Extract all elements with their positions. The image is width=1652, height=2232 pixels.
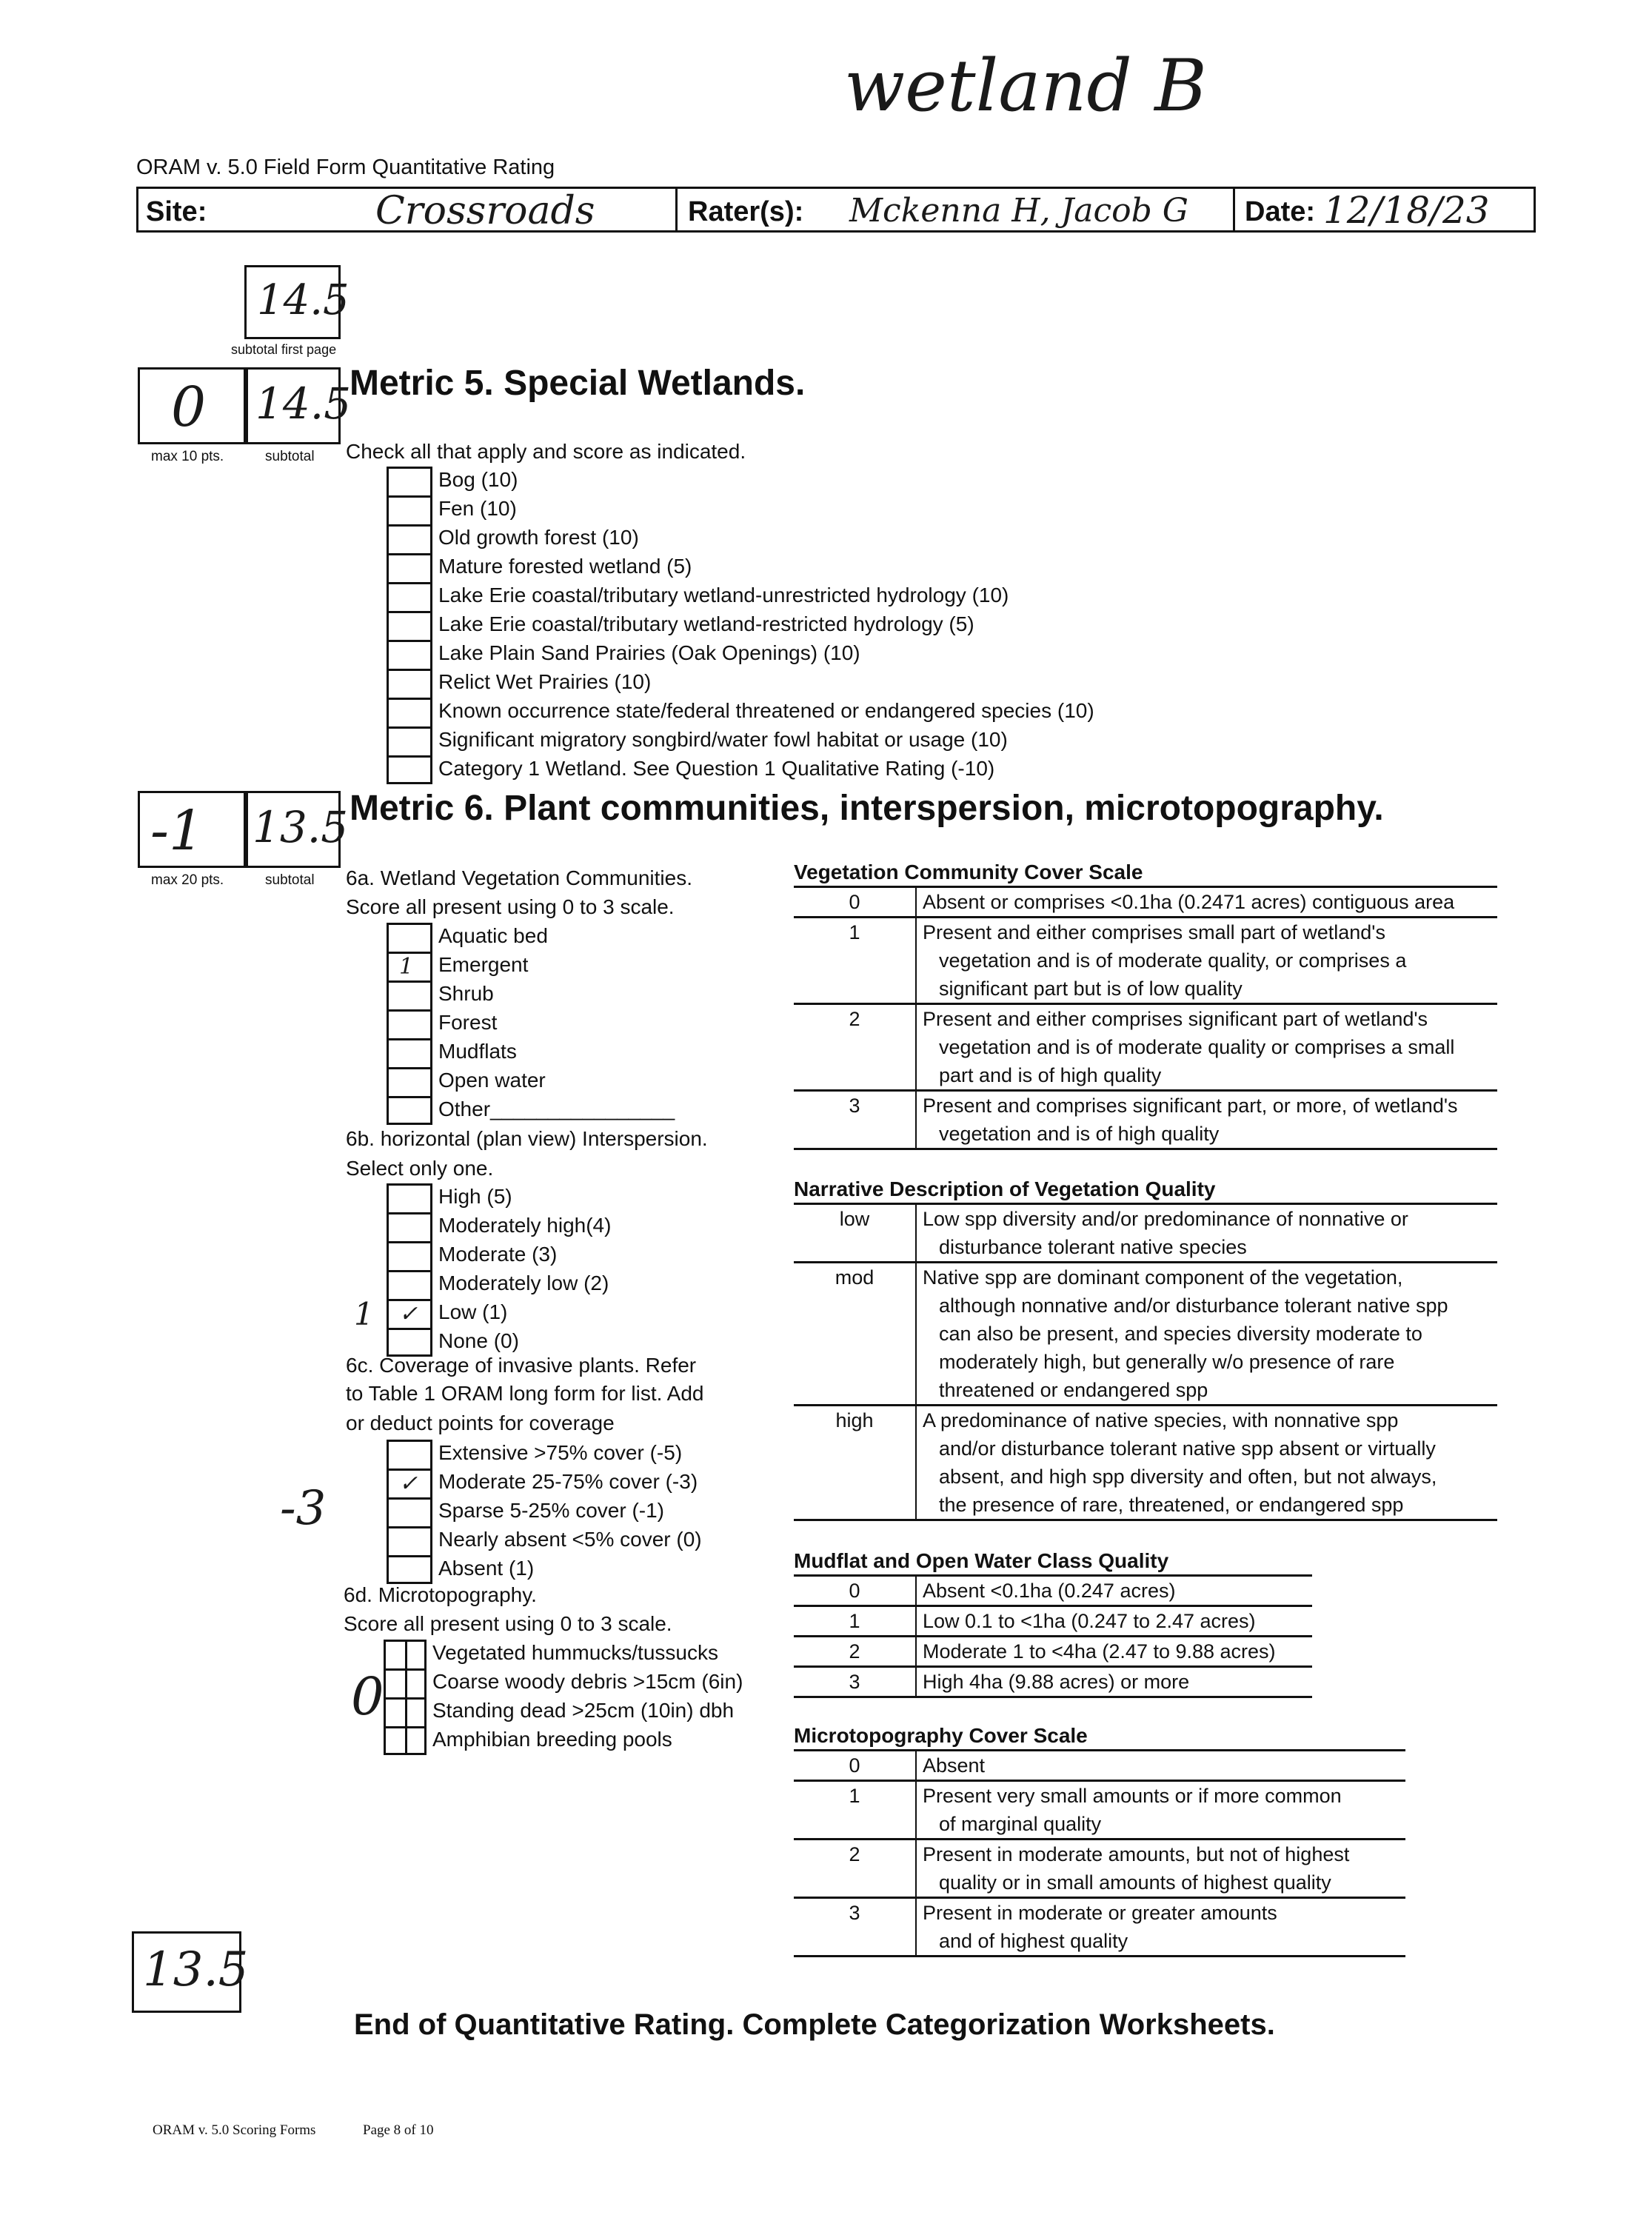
6d-instruction: Score all present using 0 to 3 scale. [344, 1612, 672, 1635]
metric5-score-box[interactable] [138, 367, 246, 444]
mudflat-scale-table [794, 1549, 1312, 1698]
veg-cover-scale-description: Absent or comprises <0.1ha (0.2471 acres) contiguous area [923, 891, 1455, 913]
6b-item-label: None (0) [438, 1329, 519, 1352]
subtotal-first-page-value: 14.5 [257, 276, 350, 324]
micro-scale-key: 0 [794, 1751, 916, 1781]
header-bar [136, 187, 1536, 233]
6d-checkbox-divider [405, 1671, 407, 1697]
6a-checkbox-4[interactable] [387, 1009, 432, 1038]
6d-checkbox-divider [405, 1700, 407, 1726]
veg-quality-key: mod [794, 1263, 916, 1406]
metric5-checkbox-2[interactable] [387, 495, 432, 524]
veg-cover-scale-row [794, 918, 1497, 1004]
6c-item-label: Moderate 25-75% cover (-3) [438, 1470, 698, 1493]
veg-quality-key: high [794, 1406, 916, 1520]
metric5-checkbox-4[interactable] [387, 553, 432, 582]
6b-mark-5: ✓ [399, 1301, 418, 1327]
6b-checkbox-5[interactable] [387, 1299, 432, 1328]
metric5-item-label: Old growth forest (10) [438, 526, 639, 549]
veg-quality-description: Low spp diversity and/or predominance of nonnative or disturbance tolerant native species [923, 1208, 1408, 1258]
metric5-item-label: Lake Erie coastal/tributary wetland-unrestricted hydrology (10) [438, 584, 1009, 607]
metric6-title: Metric 6. Plant communities, interspersion, microtopography. [350, 789, 1384, 828]
6d-item-label: Amphibian breeding pools [432, 1728, 672, 1751]
micro-scale-description: Present in moderate amounts, but not of highest quality or in small amounts of highest quality [923, 1843, 1350, 1894]
veg-cover-scale-title: Vegetation Community Cover Scale [794, 861, 1143, 883]
6a-item-label: Forest [438, 1011, 498, 1034]
footer-page: Page 8 of 10 [363, 2122, 434, 2138]
mudflat-scale-key: 3 [794, 1667, 916, 1697]
6c-checkbox-4[interactable] [387, 1526, 432, 1555]
6b-instruction: Select only one. [346, 1157, 494, 1180]
veg-quality-row [794, 1406, 1497, 1520]
6a-checkbox-3[interactable] [387, 980, 432, 1009]
metric6-score-value: -1 [150, 799, 204, 863]
metric5-checkbox-5[interactable] [387, 582, 432, 611]
date-label: Date: [1245, 196, 1316, 227]
6d-checkbox-4[interactable] [384, 1726, 427, 1755]
6d-title: 6d. Microtopography. [344, 1583, 537, 1606]
6c-checkbox-3[interactable] [387, 1497, 432, 1526]
metric5-item-label: Relict Wet Prairies (10) [438, 670, 652, 693]
6d-checkbox-2[interactable] [384, 1668, 427, 1697]
metric5-subtotal-box[interactable] [246, 367, 352, 444]
6d-checkbox-divider [405, 1728, 407, 1753]
mudflat-scale-key: 0 [794, 1576, 916, 1606]
6c-item-label: Extensive >75% cover (-5) [438, 1441, 683, 1464]
metric5-item-label: Significant migratory songbird/water fowl habitat or usage (10) [438, 728, 1008, 751]
metric6-max-label: max 20 pts. [151, 872, 224, 888]
6c-title-line1: 6c. Coverage of invasive plants. Refer [346, 1354, 697, 1377]
metric5-checkbox-6[interactable] [387, 611, 432, 640]
6a-checkbox-5[interactable] [387, 1038, 432, 1067]
date-value[interactable]: 12/18/23 [1323, 189, 1490, 232]
micro-scale-description: Present very small amounts or if more common of marginal quality [923, 1785, 1342, 1835]
6c-title-line2: to Table 1 ORAM long form for list. Add [346, 1382, 704, 1405]
metric5-checkbox-9[interactable] [387, 698, 432, 726]
metric5-item-label: Known occurrence state/federal threatened or endangered species (10) [438, 699, 1094, 722]
6d-item-label: Standing dead >25cm (10in) dbh [432, 1699, 735, 1722]
micro-scale-key: 3 [794, 1898, 916, 1957]
6a-checkbox-6[interactable] [387, 1067, 432, 1096]
mudflat-scale-title: Mudflat and Open Water Class Quality [794, 1549, 1169, 1572]
veg-cover-scale-description: Present and either comprises significant part of wetland's vegetation and is of moderate quality or comprises a small part and is of high quality [923, 1008, 1455, 1086]
6a-item-label: Aquatic bed [438, 924, 548, 947]
veg-quality-row [794, 1263, 1497, 1406]
veg-cover-scale-key: 2 [794, 1004, 916, 1091]
metric5-max-label: max 10 pts. [151, 449, 224, 464]
micro-scale-title: Microtopography Cover Scale [794, 1724, 1088, 1747]
6b-checkbox-2[interactable] [387, 1212, 432, 1241]
metric5-item-label: Mature forested wetland (5) [438, 555, 692, 578]
6b-checkbox-3[interactable] [387, 1241, 432, 1270]
mudflat-scale-key: 1 [794, 1606, 916, 1637]
metric5-checkbox-7[interactable] [387, 640, 432, 669]
mudflat-scale-description: High 4ha (9.88 acres) or more [923, 1671, 1190, 1693]
mudflat-scale-row [794, 1606, 1312, 1637]
veg-quality-description: A predominance of native species, with nonnative spp and/or disturbance tolerant native spp absent or virtually absent, and high spp diversity and often, but not always, the presence of rare, threatened, or endangered spp [923, 1409, 1437, 1516]
6c-checkbox-5[interactable] [387, 1555, 432, 1584]
mudflat-scale-description: Absent <0.1ha (0.247 acres) [923, 1580, 1176, 1602]
6a-item-label: Open water [438, 1069, 546, 1092]
metric5-instruction: Check all that apply and score as indicated. [346, 440, 746, 463]
6d-checkbox-3[interactable] [384, 1697, 427, 1726]
metric5-item-label: Lake Plain Sand Prairies (Oak Openings) (10) [438, 641, 860, 664]
micro-scale-description: Absent [923, 1754, 986, 1777]
6c-mark-2: ✓ [399, 1471, 418, 1497]
6a-mark-2: 1 [399, 954, 414, 980]
metric6-score-box[interactable] [138, 791, 246, 868]
mudflat-scale-description: Low 0.1 to <1ha (0.247 to 2.47 acres) [923, 1610, 1256, 1632]
veg-cover-scale-table [794, 861, 1497, 1150]
6a-checkbox-7[interactable] [387, 1096, 432, 1125]
6b-margin-note: 1 [354, 1296, 374, 1332]
veg-cover-scale-key: 0 [794, 887, 916, 918]
6b-checkbox-6[interactable] [387, 1328, 432, 1357]
micro-scale-table [794, 1724, 1405, 1957]
metric5-subtotal-label: subtotal [265, 449, 315, 464]
rater-value[interactable]: Mckenna H, Jacob G [849, 192, 1188, 230]
mudflat-scale-description: Moderate 1 to <4ha (2.47 to 9.88 acres) [923, 1640, 1276, 1663]
metric5-item-label: Category 1 Wetland. See Question 1 Qualitative Rating (-10) [438, 757, 995, 780]
veg-cover-scale-description: Present and either comprises small part of wetland's vegetation and is of moderate quality, or comprises a significant part but is of low quality [923, 921, 1407, 1000]
micro-scale-row [794, 1898, 1405, 1957]
metric5-item-label: Lake Erie coastal/tributary wetland-restricted hydrology (5) [438, 612, 974, 635]
veg-cover-scale-row [794, 1004, 1497, 1091]
mudflat-scale-key: 2 [794, 1637, 916, 1667]
6b-title: 6b. horizontal (plan view) Interspersion. [346, 1127, 708, 1150]
6b-item-label: Moderately low (2) [438, 1272, 609, 1294]
metric5-checkbox-1[interactable] [387, 467, 432, 495]
micro-scale-row [794, 1840, 1405, 1898]
6b-item-label: Low (1) [438, 1300, 508, 1323]
micro-scale-row [794, 1751, 1405, 1781]
veg-quality-title: Narrative Description of Vegetation Quality [794, 1177, 1216, 1200]
micro-scale-description: Present in moderate or greater amounts and of highest quality [923, 1902, 1277, 1952]
6a-item-label: Other________________ [438, 1097, 675, 1120]
footer-form: ORAM v. 5.0 Scoring Forms [153, 2122, 316, 2138]
6d-checkbox-divider [405, 1642, 407, 1668]
subtotal-first-page-label: subtotal first page [231, 342, 337, 357]
form-title: ORAM v. 5.0 Field Form Quantitative Rating [136, 156, 555, 179]
metric5-checkbox-11[interactable] [387, 755, 432, 784]
metric5-title: Metric 5. Special Wetlands. [350, 364, 806, 403]
veg-quality-description: Native spp are dominant component of the vegetation, although nonnative and/or disturbance tolerant native spp can also be present, and species diversity moderate to moderately high, but generally w/o presence of rare threatened or endangered spp [923, 1266, 1448, 1401]
6d-item-label: Coarse woody debris >15cm (6in) [432, 1670, 743, 1693]
veg-cover-scale-row [794, 1091, 1497, 1149]
final-total-value: 13.5 [143, 1942, 249, 1997]
final-total-box[interactable] [132, 1931, 249, 2013]
metric5-subtotal-value: 14.5 [255, 378, 352, 429]
end-note: End of Quantitative Rating. Complete Categorization Worksheets. [354, 2008, 1275, 2041]
metric5-item-label: Bog (10) [438, 468, 518, 491]
6b-item-label: Moderately high(4) [438, 1214, 612, 1237]
metric5-checkbox-8[interactable] [387, 669, 432, 698]
6b-item-label: High (5) [438, 1185, 512, 1208]
6a-instruction: Score all present using 0 to 3 scale. [346, 895, 675, 918]
site-label: Site: [146, 196, 207, 227]
metric6-subtotal-value: 13.5 [253, 802, 349, 852]
mudflat-scale-row [794, 1637, 1312, 1667]
6b-checkbox-1[interactable] [387, 1183, 432, 1212]
metric5-score-value: 0 [171, 375, 207, 439]
6c-checkbox-2[interactable] [387, 1468, 432, 1497]
subtotal-first-page-box[interactable] [244, 265, 350, 339]
metric5-checkbox-3[interactable] [387, 524, 432, 553]
6c-checkbox-1[interactable] [387, 1440, 432, 1468]
6a-checkbox-1[interactable] [387, 923, 432, 952]
metric5-item-label: Fen (10) [438, 497, 517, 520]
mudflat-scale-row [794, 1667, 1312, 1697]
6b-checkbox-4[interactable] [387, 1270, 432, 1299]
6a-checkbox-2[interactable] [387, 952, 432, 980]
metric5-checkbox-10[interactable] [387, 726, 432, 755]
metric6-subtotal-label: subtotal [265, 872, 315, 888]
6d-item-label: Vegetated hummucks/tussucks [432, 1641, 718, 1664]
veg-cover-scale-key: 1 [794, 918, 916, 1004]
veg-quality-table [794, 1177, 1497, 1521]
6a-title: 6a. Wetland Vegetation Communities. [346, 866, 692, 889]
veg-cover-scale-row [794, 887, 1497, 918]
micro-scale-key: 1 [794, 1781, 916, 1840]
6a-item-label: Emergent [438, 953, 529, 976]
6d-checkbox-1[interactable] [384, 1640, 427, 1668]
6c-item-label: Nearly absent <5% cover (0) [438, 1528, 702, 1551]
6c-item-label: Sparse 5-25% cover (-1) [438, 1499, 665, 1522]
rater-label: Rater(s): [688, 196, 804, 227]
6d-margin-note: 0 [351, 1666, 384, 1727]
veg-quality-row [794, 1204, 1497, 1263]
veg-cover-scale-description: Present and comprises significant part, or more, of wetland's vegetation and is of high quality [923, 1095, 1458, 1145]
6a-item-label: Shrub [438, 982, 494, 1005]
micro-scale-key: 2 [794, 1840, 916, 1898]
micro-scale-row [794, 1781, 1405, 1840]
veg-cover-scale-key: 3 [794, 1091, 916, 1149]
6c-title-line3: or deduct points for coverage [346, 1411, 615, 1434]
6c-item-label: Absent (1) [438, 1557, 535, 1580]
handwritten-title: wetland B [844, 44, 1207, 127]
metric6-subtotal-box[interactable] [246, 791, 349, 868]
veg-quality-key: low [794, 1204, 916, 1263]
mudflat-scale-row [794, 1576, 1312, 1606]
6a-item-label: Mudflats [438, 1040, 517, 1063]
6c-margin-note: -3 [280, 1481, 327, 1536]
6b-item-label: Moderate (3) [438, 1243, 558, 1266]
site-value[interactable]: Crossroads [375, 189, 595, 233]
